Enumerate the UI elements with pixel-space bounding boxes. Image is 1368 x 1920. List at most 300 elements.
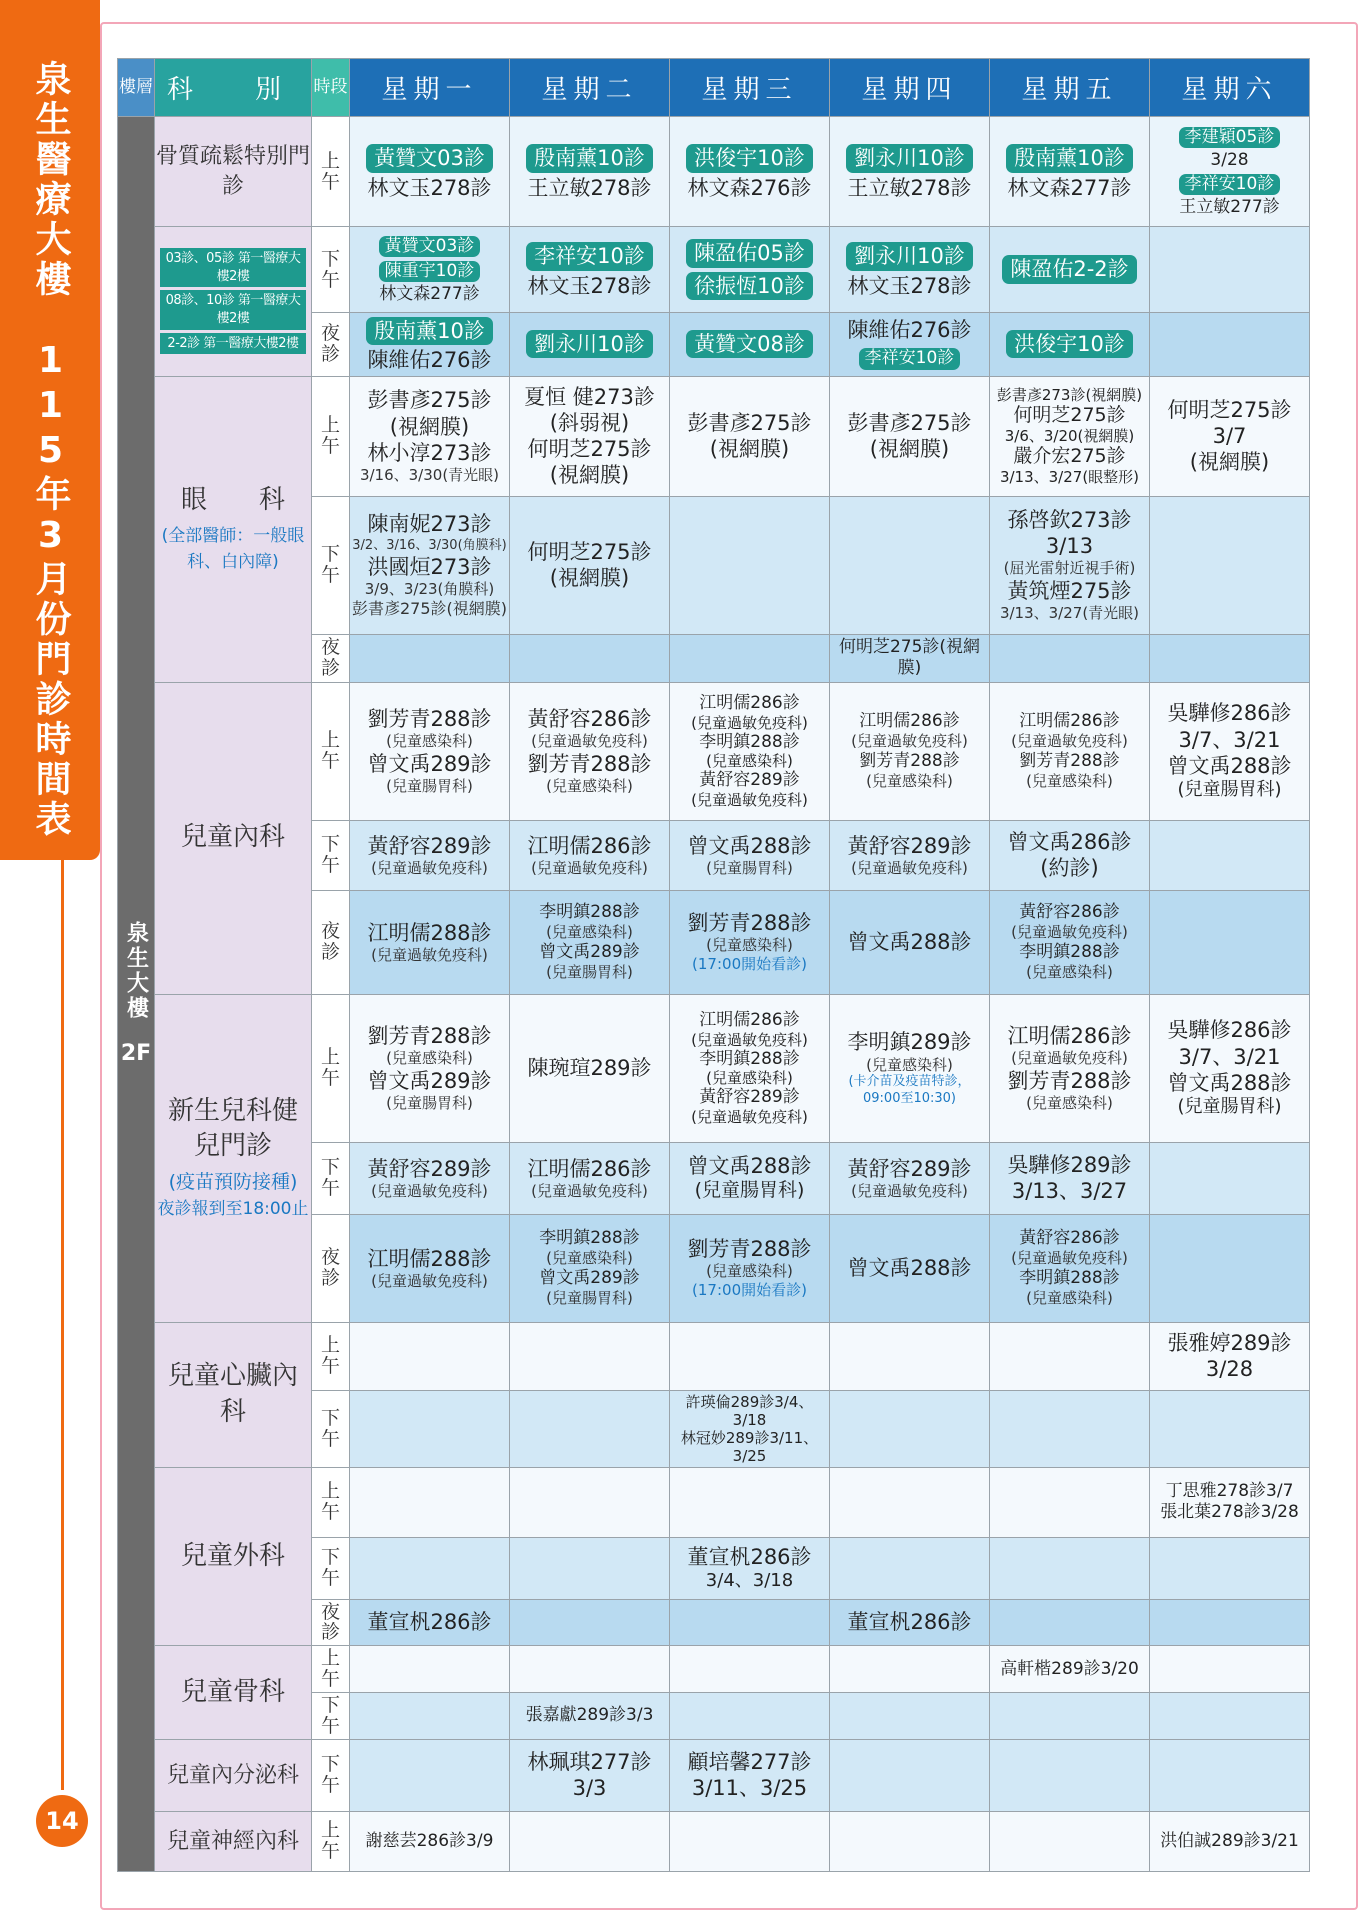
cell-surgery-night-mon: 董宣杋286診 [350,1599,510,1646]
header-day-mon: 星期一 [350,59,510,117]
doctor-entry: 黃舒容289診 [847,833,972,858]
doctor-entry: 王立敏278診 [527,175,652,200]
specialty-note: (兒童感染科) [706,752,793,771]
cell-cardio-am-tue [510,1322,670,1390]
cell-newborn-pm-thu [830,1142,990,1214]
cell-cardio-am-sat [1150,1322,1310,1390]
specialty-note: (兒童腸胃科) [386,777,473,796]
doctor-room-tag: 陳盈佑2-2診 [1002,255,1136,283]
specialty-note: (兒童感染科) [1026,963,1113,982]
cell-peds-night-wed [670,890,830,994]
cell-surgery-pm-sat [1150,1537,1310,1599]
cell-peds-am-thu [830,682,990,820]
doctor-entry: 曾文禹288診 [687,833,812,858]
cell-peds-night-tue [510,890,670,994]
time-pm: 下午 [312,227,350,313]
cell-ortho-pm-tue: 張嘉獻289診3/3 [510,1693,670,1740]
cell-newborn-pm-tue [510,1142,670,1214]
cell-ortho-pm-wed [670,1693,830,1740]
cell-bone-am-tue [510,117,670,227]
doctor-entry: 林文森277診 [379,284,480,305]
header-row [118,59,1310,117]
cell-eye-pm-tue [510,496,670,634]
doctor-entry: 劉芳青288診 [367,707,492,731]
doctor-entry: 夏恒 健273診 [524,384,655,409]
cell-bone-pm-wed [670,227,830,313]
location-tag: 08診、10診 第一醫療大樓2樓 [160,290,306,329]
doctor-entry: 劉芳青288診 [527,752,652,776]
time-am: 上午 [312,994,350,1142]
specialty-note: (兒童過敏免疫科) [531,1181,648,1200]
cell-neuro-am-thu [830,1811,990,1871]
start-time-note: (17:00開始看診) [692,955,807,974]
dept-eye [155,376,312,682]
neuro-am-row [118,1811,1310,1871]
cell-eye-pm-mon [350,496,510,634]
cell-ortho-am-thu [830,1646,990,1693]
cell-newborn-night-sat [1150,1214,1310,1322]
doctor-entry: 何明芝275診 [527,539,652,564]
specialty-note: (兒童感染科) [546,1249,633,1268]
cell-surgery-night-wed [670,1599,830,1646]
cell-bone-am-wed [670,117,830,227]
cell-newborn-night-thu [830,1214,990,1322]
doctor-entry: 張雅婷289診 [1167,1330,1292,1355]
cell-newborn-pm-wed [670,1142,830,1214]
header-floor: 樓層 [118,59,155,117]
cell-bone-am-mon [350,117,510,227]
cell-surgery-pm-thu [830,1537,990,1599]
cell-surgery-am-wed [670,1467,830,1537]
side-decor-line [61,860,64,1790]
doctor-room-tag: 殷南薰10診 [1006,144,1133,172]
doctor-room-tag: 殷南薰10診 [526,144,653,172]
doctor-entry: 何明芝275診 [1013,404,1126,427]
cell-eye-night-mon [350,634,510,682]
cell-newborn-pm-fri [990,1142,1150,1214]
cell-surgery-pm-mon [350,1537,510,1599]
cell-peds-pm-tue [510,820,670,890]
specialty-note: (屈光雷射近視手術) [1003,559,1136,578]
specialty-note: (視網膜) [549,566,630,590]
cell-newborn-pm-sat [1150,1142,1310,1214]
endo-pm-row [118,1739,1310,1811]
date-note: 3/6、3/20(視網膜) [1004,427,1135,445]
doctor-entry: 李明鎮288診 [699,1048,800,1069]
doctor-entry: 曾文禹288診 [847,1255,972,1280]
time-night: 夜診 [312,1214,350,1322]
dept-endo: 兒童內分泌科 [155,1739,312,1811]
specialty-note: (兒童感染科) [1026,1094,1113,1113]
cell-peds-am-tue [510,682,670,820]
time-am: 上午 [312,1646,350,1693]
doctor-entry: 彭書彥275診(視網膜) [351,598,508,618]
vaccine-note: (卡介苗及疫苗特診，09:00至10:30) [848,1074,971,1106]
cell-ortho-am-wed [670,1646,830,1693]
specialty-note: (兒童感染科) [546,923,633,942]
cell-ortho-am-fri: 高軒楷289診3/20 [990,1646,1150,1693]
cell-eye-am-sat [1150,376,1310,496]
doctor-room-tag: 陳重宇10診 [379,261,481,282]
doctor-entry: 江明儒286診 [699,1010,800,1031]
cell-ortho-pm-mon [350,1693,510,1740]
time-pm: 下午 [312,1693,350,1740]
cell-bone-pm-thu [830,227,990,313]
cell-bone-night-tue [510,313,670,377]
time-am: 上午 [312,1811,350,1871]
doctor-room-tag: 李祥安10診 [526,242,653,270]
time-night: 夜診 [312,634,350,682]
header-day-thu: 星期四 [830,59,990,117]
specialty-note: (視網膜) [1189,450,1270,475]
cell-peds-night-mon [350,890,510,994]
doctor-entry: 黃舒容289診 [367,1156,492,1181]
newborn-am-row [118,994,1310,1142]
doctor-entry: 林文玉278診 [527,273,652,298]
date-entry: 3/28 [1205,1357,1254,1381]
cell-endo-pm-thu [830,1739,990,1811]
doctor-room-tag: 劉永川10診 [846,144,973,172]
cell-peds-am-mon [350,682,510,820]
cell-bone-pm-mon [350,227,510,313]
date-note: 3/2、3/16、3/30(角膜科) [352,537,507,553]
doctor-entry: 丁思雅278診3/7 [1165,1480,1294,1501]
peds-am-row [118,682,1310,820]
cell-bone-am-sat [1150,117,1310,227]
cell-endo-pm-wed [670,1739,830,1811]
specialty-note: (兒童過敏免疫科) [691,1030,808,1049]
cell-surgery-am-mon [350,1467,510,1537]
doctor-room-tag: 洪俊宇10診 [686,144,813,172]
cell-cardio-pm-sat [1150,1390,1310,1467]
doctor-entry: 許瑛倫289診3/4、3/18 [685,1392,814,1429]
cell-eye-night-fri [990,634,1150,682]
doctor-entry: 何明芝275診 [527,437,652,461]
cell-cardio-pm-tue [510,1390,670,1467]
cell-newborn-am-wed [670,994,830,1142]
doctor-entry: 彭書彥273診(視網膜) [996,386,1143,405]
cell-bone-am-thu [830,117,990,227]
doctor-room-tag: 李祥安10診 [1179,174,1281,195]
doctor-room-tag: 陳盈佑05診 [686,239,813,267]
start-time-note: (17:00開始看診) [692,1281,807,1300]
header-day-wed: 星期三 [670,59,830,117]
doctor-entry: 孫啓欽273診 [1007,507,1132,532]
cell-eye-pm-wed [670,496,830,634]
side-title-tab [0,0,100,860]
location-tag: 2-2診 第一醫療大樓2樓 [160,333,306,355]
doctor-entry: 王立敏278診 [847,175,972,200]
cell-peds-pm-wed [670,820,830,890]
dept-bone: 骨質疏鬆特別門診 [155,117,312,227]
specialty-note: (兒童感染科) [866,772,953,791]
specialty-note: (兒童感染科) [546,777,633,796]
doctor-entry: 曾文禹286診 [1007,829,1132,854]
cell-peds-pm-fri [990,820,1150,890]
cell-ortho-pm-sat [1150,1693,1310,1740]
header-time: 時段 [312,59,350,117]
date-note: 3/9、3/23(角膜科) [364,580,495,598]
doctor-entry: 黃舒容289診 [699,1087,800,1108]
specialty-note: (兒童感染科) [386,1049,473,1068]
specialty-note: (兒童過敏免疫科) [1011,923,1128,942]
floor-building: 泉生大樓 [123,921,149,1022]
cell-cardio-am-wed [670,1322,830,1390]
time-night: 夜診 [312,313,350,377]
specialty-note: (兒童過敏免疫科) [371,1181,488,1200]
cell-neuro-am-wed [670,1811,830,1871]
cell-cardio-pm-fri [990,1390,1150,1467]
cell-peds-night-sat [1150,890,1310,994]
specialty-note: (兒童過敏免疫科) [531,732,648,751]
doctor-entry: 陳南妮273診 [367,512,492,537]
cell-bone-pm-tue [510,227,670,313]
time-am: 上午 [312,1467,350,1537]
cell-newborn-am-mon [350,994,510,1142]
doctor-entry: 王立敏277診 [1179,196,1280,217]
doctor-entry: 陳維佑276診 [847,318,972,342]
cell-eye-am-thu [830,376,990,496]
time-pm: 下午 [312,820,350,890]
cell-peds-pm-sat [1150,820,1310,890]
cell-newborn-night-mon [350,1214,510,1322]
doctor-entry: 曾文禹288診 [847,929,972,954]
doctor-entry: 劉芳青288診 [1007,1069,1132,1093]
time-pm: 下午 [312,1390,350,1467]
doctor-entry: 吳驊修286診 [1167,701,1292,726]
doctor-entry: 江明儒286診 [527,1156,652,1181]
doctor-room-tag: 洪俊宇10診 [1006,330,1133,358]
doctor-entry: 江明儒288診 [367,1246,492,1271]
specialty-note: (兒童感染科) [706,936,793,955]
specialty-note: (兒童感染科) [706,1069,793,1088]
cell-eye-am-mon [350,376,510,496]
page-number: 14 [36,1795,88,1847]
doctor-room-tag: 劉永川10診 [526,330,653,358]
cell-cardio-pm-wed [670,1390,830,1467]
specialty-note: (兒童過敏免疫科) [1011,1249,1128,1268]
specialty-note: (兒童腸胃科) [1177,779,1282,801]
doctor-entry: 曾文禹288診 [687,1154,812,1178]
date-entry: 3/7、3/21 [1178,1044,1281,1069]
doctor-room-tag: 殷南薰10診 [366,317,493,345]
cell-cardio-am-fri [990,1322,1150,1390]
dept-neuro: 兒童神經內科 [155,1811,312,1871]
doctor-entry: 曾文禹289診 [367,752,492,776]
time-am: 上午 [312,682,350,820]
specialty-note: (視網膜) [869,437,950,461]
doctor-room-tag: 黃贊文03診 [366,144,493,172]
dept-newborn-night-note: 夜診報到至18:00止 [157,1198,309,1219]
doctor-entry: 江明儒286診 [527,833,652,858]
doctor-entry: 江明儒286診 [699,693,800,714]
doctor-entry: 黃舒容286診 [1019,902,1120,922]
header-day-tue: 星期二 [510,59,670,117]
doctor-entry: 嚴介宏275診 [1013,445,1126,467]
date-note: 3/13、3/27(眼整形) [999,467,1140,486]
dept-cardio: 兒童心臟內科 [155,1322,312,1467]
cell-bone-am-fri [990,117,1150,227]
doctor-entry: 江明儒286診 [1019,711,1120,731]
doctor-entry: 李明鎮288診 [539,902,640,922]
cell-eye-night-wed [670,634,830,682]
specialty-note: (兒童過敏免疫科) [1011,1049,1128,1068]
cell-bone-night-mon [350,313,510,377]
specialty-note: (兒童過敏免疫科) [691,713,808,732]
cell-endo-pm-mon [350,1739,510,1811]
dept-newborn [155,994,312,1322]
ortho-am-row [118,1646,1310,1693]
specialty-note: (兒童過敏免疫科) [371,945,488,964]
cell-ortho-am-sat [1150,1646,1310,1693]
cell-peds-pm-thu [830,820,990,890]
doctor-entry: 林冠妙289診3/11、3/25 [680,1428,819,1465]
specialty-note: (兒童感染科) [386,732,473,751]
doctor-entry: 劉芳青288診 [1019,751,1120,771]
cell-newborn-am-fri [990,994,1150,1142]
specialty-note: (兒童過敏免疫科) [691,790,808,809]
cell-surgery-am-sat [1150,1467,1310,1537]
bone-am-row [118,117,1310,227]
cell-cardio-am-thu [830,1322,990,1390]
date-entry: 3/13、3/27 [1011,1179,1128,1203]
cell-eye-pm-thu [830,496,990,634]
doctor-entry: 曾文禹289診 [539,942,640,962]
cell-peds-night-thu [830,890,990,994]
cell-eye-am-fri [990,376,1150,496]
date-note: 3/13、3/27(青光眼) [999,604,1140,623]
cell-neuro-am-fri [990,1811,1150,1871]
specialty-note: (兒童腸胃科) [386,1094,473,1113]
cell-ortho-pm-thu [830,1693,990,1740]
doctor-entry: 李明鎮288診 [1019,942,1120,962]
cell-eye-night-tue [510,634,670,682]
cell-peds-am-wed [670,682,830,820]
cell-newborn-am-thu [830,994,990,1142]
cell-surgery-am-tue [510,1467,670,1537]
side-title: 泉生醫療大樓 115年3月份門診時間表 [30,60,71,840]
doctor-entry: 劉芳青288診 [687,911,812,936]
schedule-table [117,58,1310,1872]
cell-bone-pm-sat [1150,227,1310,313]
date-entry: 3/4、3/18 [705,1569,794,1591]
dept-eye-note: (全部醫師：一般眼科、白內障) [161,526,305,572]
doctor-entry: 林珮琪277診 [527,1750,652,1775]
cell-newborn-pm-mon [350,1142,510,1214]
specialty-note: (兒童過敏免疫科) [531,858,648,877]
dept-surgery: 兒童外科 [155,1467,312,1646]
specialty-note: (視網膜) [549,463,630,488]
surgery-am-row [118,1467,1310,1537]
cell-eye-night-sat [1150,634,1310,682]
specialty-note: (兒童腸胃科) [694,1179,805,1202]
time-night: 夜診 [312,890,350,994]
cell-eye-pm-sat [1150,496,1310,634]
cell-cardio-pm-thu [830,1390,990,1467]
doctor-entry: 董宣杋286診 [687,1544,812,1569]
specialty-note: (兒童過敏免疫科) [371,1271,488,1290]
time-pm: 下午 [312,1142,350,1214]
doctor-entry: 彭書彥275診 [687,410,812,435]
cell-newborn-night-tue [510,1214,670,1322]
cell-surgery-night-fri [990,1599,1150,1646]
cell-bone-night-thu [830,313,990,377]
date-note: 3/16、3/30(青光眼) [359,466,500,484]
date-entry: 3/13 [1045,534,1094,559]
specialty-note: (兒童過敏免疫科) [851,1181,968,1200]
doctor-entry: 黃舒容289診 [699,770,800,791]
doctor-entry: 李明鎮288診 [539,1228,640,1248]
header-day-sat: 星期六 [1150,59,1310,117]
date-entry: 3/28 [1210,150,1249,171]
doctor-entry: 陳維佑276診 [367,348,492,373]
cell-surgery-pm-tue [510,1537,670,1599]
time-am: 上午 [312,376,350,496]
specialty-note: (兒童過敏免疫科) [691,1107,808,1126]
doctor-entry: 林文森277診 [1007,175,1132,200]
cell-peds-pm-mon [350,820,510,890]
specialty-note: (兒童過敏免疫科) [1011,732,1128,751]
bone-pm-row [118,227,1310,313]
doctor-entry: 江明儒286診 [859,711,960,731]
doctor-entry: 彭書彥275診 [367,388,492,413]
specialty-note: (兒童感染科) [1026,1289,1113,1308]
doctor-entry: 曾文禹288診 [1167,1070,1292,1095]
cell-surgery-night-thu: 董宣杋286診 [830,1599,990,1646]
cell-neuro-am-sat: 洪伯誠289診3/21 [1150,1811,1310,1871]
floor-number: 2F [120,1041,152,1067]
specialty-note: (兒童過敏免疫科) [851,732,968,751]
date-entry: 3/3 [572,1776,607,1801]
cell-peds-night-fri [990,890,1150,994]
specialty-note: (斜弱視) [549,410,630,435]
doctor-entry: 顧培馨277診 [687,1750,812,1775]
cell-surgery-night-tue [510,1599,670,1646]
doctor-entry: 李明鎮288診 [699,731,800,752]
specialty-note: (兒童過敏免疫科) [371,858,488,877]
cell-bone-pm-fri [990,227,1150,313]
doctor-entry: 黃舒容286診 [527,707,652,731]
doctor-entry: 江明儒288診 [367,920,492,945]
dept-peds: 兒童內科 [155,682,312,994]
doctor-entry: 吳驊修289診 [1007,1152,1132,1177]
cell-newborn-night-fri [990,1214,1150,1322]
dept-ortho: 兒童骨科 [155,1646,312,1740]
cell-newborn-am-tue [510,994,670,1142]
time-pm: 下午 [312,1739,350,1811]
specialty-note: (兒童腸胃科) [546,1289,633,1308]
doctor-entry: 劉芳青288診 [687,1237,812,1262]
location-tag: 03診、05診 第一醫療大樓2樓 [160,248,306,287]
doctor-entry: 林文玉278診 [847,273,972,298]
doctor-entry: 劉芳青288診 [367,1024,492,1048]
doctor-entry: 曾文禹289診 [367,1069,492,1093]
cell-neuro-am-mon: 謝慈芸286診3/9 [350,1811,510,1871]
doctor-entry: 黃舒容289診 [367,833,492,858]
doctor-entry: 李明鎮289診 [847,1030,972,1055]
dept-newborn-label: 新生兒科健兒門診 [167,1095,298,1161]
doctor-entry: 李明鎮288診 [1019,1268,1120,1288]
cell-ortho-am-mon [350,1646,510,1693]
specialty-note: (兒童感染科) [1026,772,1113,791]
doctor-entry: 彭書彥275診 [847,410,972,435]
doctor-entry: 洪國烜273診 [367,554,492,579]
doctor-entry: 江明儒286診 [1007,1024,1132,1048]
date-entry: 3/7、3/21 [1178,727,1281,752]
specialty-note: (視網膜) [389,414,470,439]
cell-newborn-night-wed [670,1214,830,1322]
cell-neuro-am-tue [510,1811,670,1871]
